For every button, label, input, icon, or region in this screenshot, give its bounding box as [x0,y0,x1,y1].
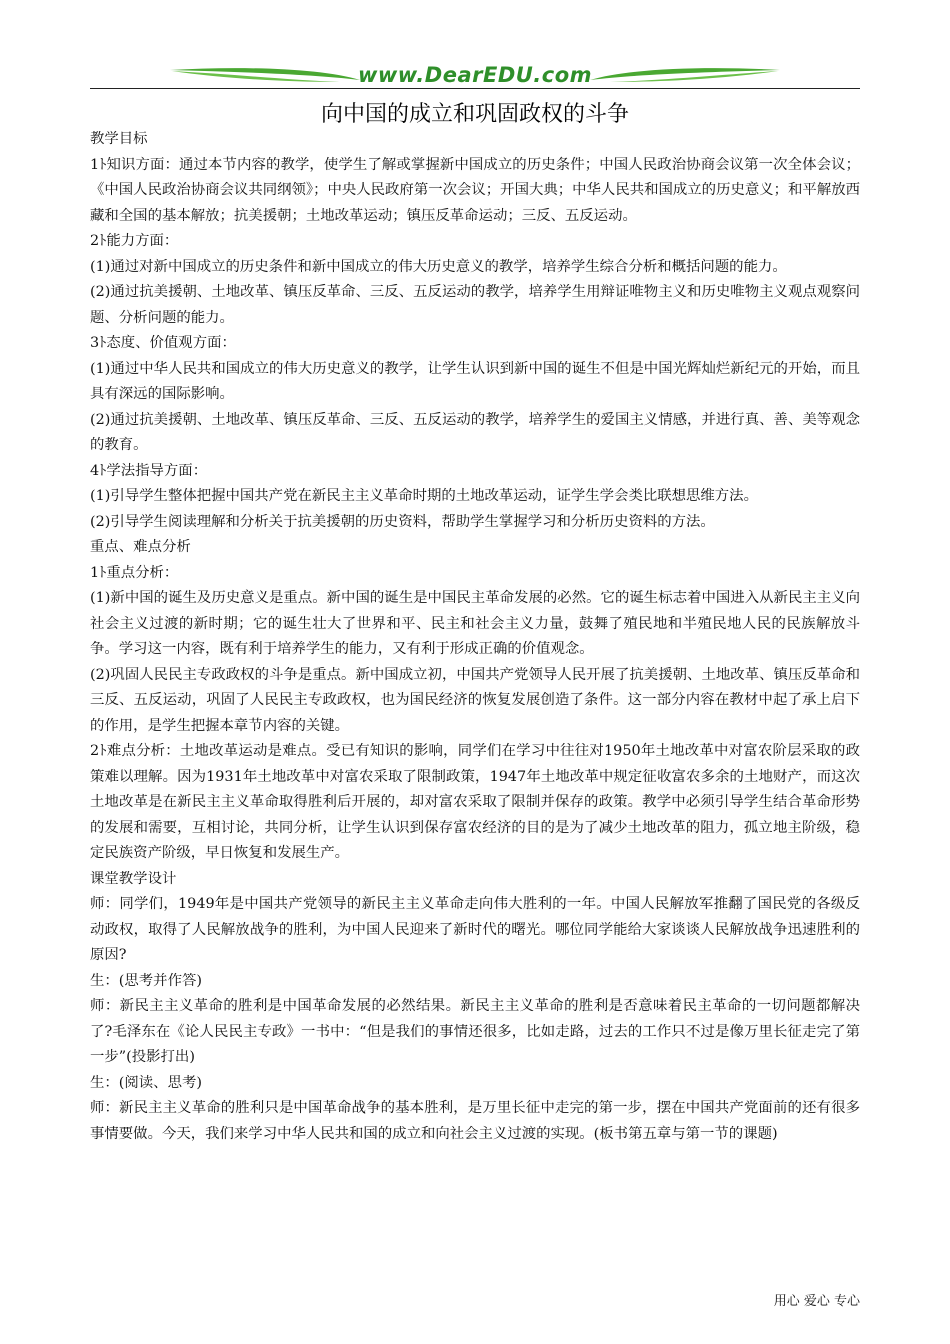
paragraph: 3ﾄ态度、价值观方面： [90,335,236,351]
paragraph: 教学目标 [90,131,148,147]
paragraph: 师：新民主主义革命的胜利只是中国革命战争的基本胜利，是万里长征中走完的第一步，摆在中国共产党面前的还有很多事情要做。今天，我们来学习中华人民共和国的成立和向社会主义过渡的实现。(板书第五章与第一节的课题) [90,1100,860,1142]
page-footer: 用心 爱心 专心 [773,1294,860,1309]
paragraph: (1)通过中华人民共和国成立的伟大历史意义的教学，让学生认识到新中国的诞生不但是中国光辉灿烂新纪元的开始，而且具有深远的国际影响。 [90,360,860,402]
document-body [90,127,860,1147]
paragraph: 1ﾄ知识方面：通过本节内容的教学，使学生了解或掌握新中国成立的历史条件；中国人民政治协商会议第一次全体会议；《中国人民政治协商会议共同纲领》；中央人民政府第一次会议；开国大典；中华人民共和国成立的历史意义；和平解放西藏和全国的基本解放；抗美援朝；土地改革运动；镇压反革命运动；三反、五反运动。 [90,156,860,224]
paragraph: 2ﾄ能力方面： [90,233,179,249]
paragraph: 生：(思考并作答) [90,972,202,989]
paragraph: (2)引导学生阅读理解和分析关于抗美援朝的历史资料，帮助学生掌握学习和分析历史资料的方法。 [90,513,715,530]
paragraph: (2)通过抗美援朝、土地改革、镇压反革命、三反、五反运动的教学，培养学生的爱国主义情感，并进行真、善、美等观念的教育。 [90,411,860,453]
paragraph: 重点、难点分析 [90,539,191,555]
paragraph: (2)巩固人民民主专政政权的斗争是重点。新中国成立初，中国共产党领导人民开展了抗美援朝、土地改革、镇压反革命和三反、五反运动，巩固了人民民主专政政权，也为国民经济的恢复发展创造了条件。这一部分内容在教材中起了承上启下的作用，是学生把握本章节内容的关键。 [90,666,860,734]
paragraph: (1)新中国的诞生及历史意义是重点。新中国的诞生是中国民主革命发展的必然。它的诞生标志着中国进入从新民主主义向社会主义过渡的新时期；它的诞生壮大了世界和平、民主和社会主义力量，鼓舞了殖民地和半殖民地人民的民族解放斗争。学习这一内容，既有利于培养学生的能力，又有利于形成正确的价值观念。 [90,590,860,657]
paragraph: 师：同学们，1949年是中国共产党领导的新民主主义革命走向伟大胜利的一年。中国人民解放军推翻了国民党的各级反动政权，取得了人民解放战争的胜利，为中国人民迎来了新时代的曙光。哪位同学能给大家谈谈人民解放战争迅速胜利的原因? [90,896,860,963]
paragraph: (1)通过对新中国成立的历史条件和新中国成立的伟大历史意义的教学，培养学生综合分析和概括问题的能力。 [90,258,787,275]
paragraph: 生：(阅读、思考) [90,1074,202,1091]
site-logo: www.DearEDU.com [357,63,593,87]
paragraph: 1ﾄ重点分析： [90,564,179,581]
header-divider [90,88,860,89]
paragraph: (2)通过抗美援朝、土地改革、镇压反革命、三反、五反运动的教学，培养学生用辩证唯物主义和历史唯物主义观点观察问题、分析问题的能力。 [90,284,860,326]
paragraph: 课堂教学设计 [90,870,177,887]
paragraph: 4ﾄ学法指导方面： [90,462,208,479]
page-title: 向中国的成立和巩固政权的斗争 [320,102,629,127]
paragraph: 2ﾄ难点分析：土地改革运动是难点。受已有知识的影响，同学们在学习中往往对1950年土地改革中对富农阶层采取的政策难以理解。因为1931年土地改革中对富农采取了限制政策，1947年土地改革中规定征收富农多余的土地财产，而这次土地改革是在新民主主义革命取得胜利后开展的，却对富农采取了限制并保存的政策。教学中必须引导学生结合革命形势的发展和需要，互相讨论，共同分析，让学生认识到保存富农经济的目的是为了减少土地改革的阻力，孤立地主阶级，稳定民族资产阶级，早日恢复和发展生产。 [90,743,860,861]
paragraph: 师：新民主主义革命的胜利是中国革命发展的必然结果。新民主主义革命的胜利是否意味着民主革命的一切问题都解决了?毛泽东在《论人民民主专政》一书中：“但是我们的事情还很多，比如走路，过去的工作只不过是像万里长征走完了第一步”(投影打出) [90,998,860,1065]
paragraph: (1)引导学生整体把握中国共产党在新民主主义革命时期的土地改革运动，证学生学会类比联想思维方法。 [90,488,758,504]
